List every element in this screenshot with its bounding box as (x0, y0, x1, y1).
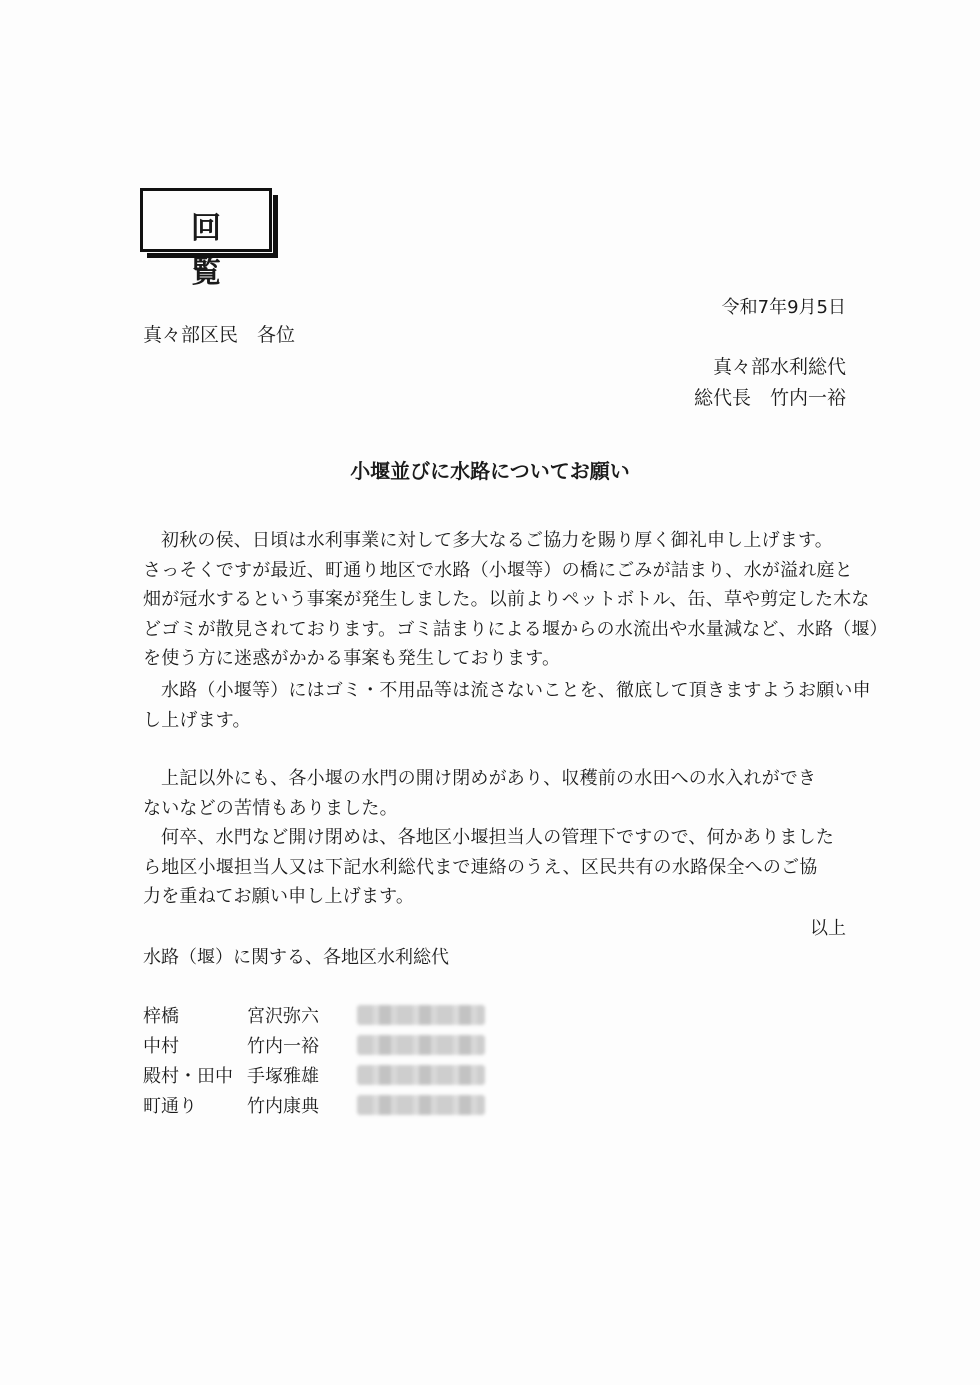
contact-name: 宮沢弥六 (247, 1006, 319, 1027)
recipient: 真々部区民 各位 (143, 324, 296, 346)
paragraph-line: 上記以外にも、各小堰の水門の開け閉めがあり、収穫前の水田への水入れができ (161, 768, 817, 789)
contact-area: 殿村・田中 (143, 1066, 233, 1087)
paragraph-line: 畑が冠水するという事案が発生しました。以前よりペットボトル、缶、草や剪定した木な (143, 589, 870, 610)
kairan-stamp-label: 回 覧 (191, 211, 235, 290)
paragraph-line: どゴミが散見されております。ゴミ詰まりによる堰からの水流出や水量減など、水路（堰） (143, 618, 888, 640)
paragraph-1 (143, 526, 888, 674)
paragraph-line: 力を重ねてお願い申し上げます。 (143, 886, 415, 907)
paragraph-4 (143, 823, 848, 912)
contacts-list (143, 1000, 485, 1120)
kairan-stamp (140, 188, 272, 290)
paragraph-line: 水路（小堰等）にはゴミ・不用品等は流さないことを、徹底して頂きますようお願い申 (161, 680, 871, 701)
paragraph-line: 何卒、水門など開け閉めは、各地区小堰担当人の管理下ですので、何かありました (161, 827, 835, 848)
contact-area: 町通り (143, 1096, 197, 1117)
contact-area: 中村 (143, 1036, 179, 1057)
redacted-phone (357, 1065, 485, 1085)
closing-mark: 以上 (810, 918, 846, 939)
contact-area: 梓橋 (143, 1006, 179, 1027)
paragraph-3 (143, 764, 848, 823)
redacted-phone (357, 1035, 485, 1055)
paragraph-line: し上げます。 (143, 709, 251, 731)
contact-name: 竹内一裕 (247, 1036, 319, 1057)
contact-row (143, 1030, 485, 1060)
redacted-phone (357, 1005, 485, 1025)
paragraph-2 (143, 676, 871, 735)
document-title: 小堰並びに水路についてお願い (350, 459, 630, 483)
sender-organization: 真々部水利総代 (712, 356, 846, 378)
contact-name: 竹内康典 (247, 1096, 319, 1117)
contact-row (143, 1060, 485, 1090)
paragraph-line: さっそくですが最近、町通り地区で水路（小堰等）の橋にごみが詰まり、水が溢れ庭と (143, 559, 853, 581)
paragraph-line: を使う方に迷惑がかかる事案も発生しております。 (143, 648, 561, 669)
paragraph-line: 初秋の侯、日頃は水利事業に対して多大なるご協力を賜り厚く御礼申し上げます。 (161, 530, 833, 551)
contact-row (143, 1000, 485, 1030)
sender-name: 総代長 竹内一裕 (693, 387, 846, 409)
paragraph-line: ら地区小堰担当人又は下記水利総代まで連絡のうえ、区民共有の水路保全へのご協 (143, 856, 818, 878)
issue-date: 令和7年9月5日 (721, 297, 846, 318)
contacts-heading: 水路（堰）に関する、各地区水利総代 (143, 947, 449, 968)
contact-name: 手塚雅雄 (247, 1066, 319, 1087)
paragraph-line: ないなどの苦情もありました。 (143, 797, 398, 819)
redacted-phone (357, 1095, 485, 1115)
contact-row (143, 1090, 485, 1120)
